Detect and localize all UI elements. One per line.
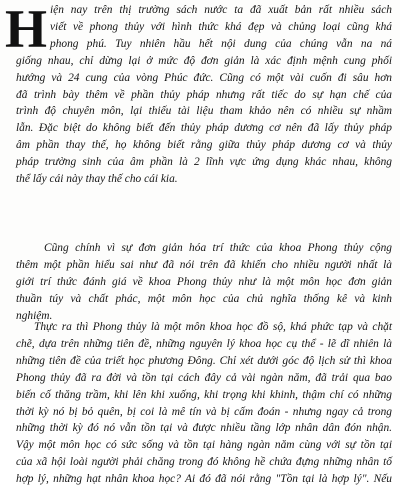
text-line [0, 54, 400, 69]
text-line-content: đã trình bày thêm về phần thủy pháp nhưng rất tiếc do sự hạn chế của [16, 88, 392, 101]
text-line [0, 3, 400, 18]
text-line [0, 241, 400, 256]
text-line [0, 320, 400, 335]
text-line-content: pháp trường sinh của âm phần là 2 lĩnh vực ứng dụng khác nhau, không [16, 156, 392, 169]
drop-cap: H [5, 0, 48, 59]
text-line [0, 371, 400, 386]
text-line-content: iện nay trên thị trường sách nước ta đã xuất bản rất nhiều sách [50, 4, 392, 16]
text-line [0, 138, 400, 153]
text-line-content: biến cố thăng trầm, khi lên khi xuống, khi trọng khi khinh, thậm chí có những [16, 388, 392, 401]
text-line-content: của xã hội loài người phải chăng trong đó không hề chứa đựng những nhân tố [16, 456, 392, 469]
text-line [0, 37, 400, 52]
text-line [0, 20, 400, 35]
text-line-content: nghiệm. [16, 309, 53, 322]
text-line [0, 275, 400, 290]
text-line-content: giới trí thức đánh giá về khoa Phong thủy như là một môn học đơn giản [16, 275, 392, 288]
text-line [0, 405, 400, 420]
text-line-content: Vậy một môn học có sức sống và tồn tại hàng ngàn năm cùng với sự tồn tại [16, 439, 392, 452]
text-line [0, 104, 400, 119]
text-line [0, 292, 400, 307]
text-line [0, 337, 400, 352]
text-line-content: lẫn. Đặc biệt do không biết đến thủy pháp dương cơ nên đã lấy thủy pháp [16, 122, 392, 135]
text-line [0, 155, 400, 170]
text-line-content: giống nhau, chỉ dừng lại ở mức độ đơn giản là xác định mệnh cung phối [16, 54, 392, 67]
text-line-content: thuần túy và chất phác, một môn học của chủ nghĩa thống kê và kinh [16, 292, 392, 305]
text-line [0, 88, 400, 103]
text-line-content: Phong thủy đã ra đời và tồn tại cách đây cả vài ngàn năm, đã trải qua bao [16, 371, 392, 384]
text-line [0, 172, 400, 187]
text-line [0, 438, 400, 453]
text-line-content: Thực ra thì Phong thủy là một môn khoa học đồ sộ, khá phức tạp và chặt [34, 321, 392, 333]
text-line [0, 258, 400, 273]
text-line-content: thêm một phần hiểu sai như đã nói trên đã khiến cho nhiều người nhất là [16, 258, 392, 271]
text-line [0, 388, 400, 403]
text-line [0, 121, 400, 136]
text-line-content: hợp lý, những hạt nhân khoa học? Ai đó đã nói rằng "Tồn tại là hợp lý". Nếu [16, 473, 392, 486]
text-line-content: hướng và 24 cung của vòng Phúc đức. Cũng có một vài cuốn đi sâu hơn [16, 71, 392, 84]
text-line-content: viết về phong thủy với hình thức khá đẹp và chủng loại cũng khá [50, 20, 392, 33]
text-line [0, 455, 400, 470]
text-line-content: âm phần thay thế, họ không biết rằng giữa thủy pháp dương cơ và thủy [16, 139, 392, 152]
text-line-content: những thời kỳ đó nó vẫn tồn tại và được nhiều tầng lớp nhân dân đón nhận. [16, 422, 392, 435]
text-line [0, 472, 400, 487]
text-line [0, 354, 400, 369]
text-line-content: chẽ, dựa trên những tiên đề, những nguyên lý khoa học cụ thể - lẽ dĩ nhiên là [16, 337, 392, 350]
text-line-content: Cũng chính vì sự đơn giản hóa trí thức của khoa Phong thủy cộng [44, 242, 392, 254]
text-line-content: thời kỳ nó bị bỏ quên, bị coi là mê tín và bị cấm đoán - nhưng ngay cả trong [16, 405, 392, 418]
text-line-content: trình độ chuyên môn, lại thiếu tài liệu tham khảo nên có nhiều sự nhầm [16, 105, 392, 118]
text-line [0, 71, 400, 86]
text-line-content: thể lấy cái này thay thế cho cái kia. [16, 173, 178, 185]
text-line-content: những tiên đề của triết học phương Đông. Chỉ xét dưới góc độ lịch sử thì khoa [16, 354, 392, 367]
text-line-content: phong phú. Tuy nhiên hầu hết nội dung của chúng vẫn na ná [50, 37, 392, 50]
text-line [0, 421, 400, 436]
